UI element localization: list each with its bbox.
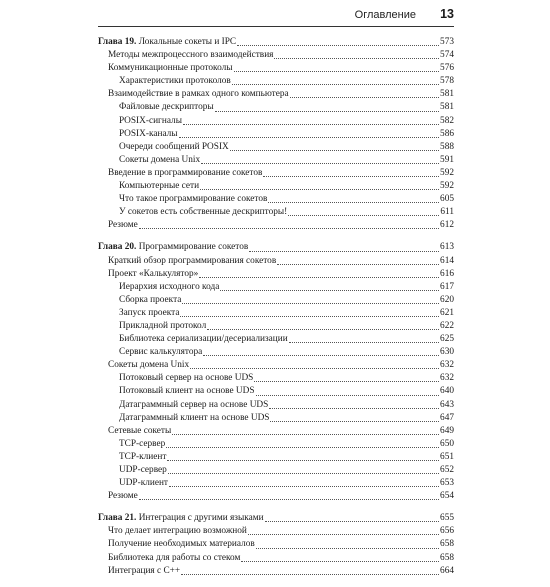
dot-leader <box>139 498 439 500</box>
dot-leader <box>234 70 440 72</box>
entry-page-number: 640 <box>440 386 454 397</box>
chapter-page-number: 613 <box>440 242 454 253</box>
dot-leader <box>201 162 439 164</box>
dot-leader <box>183 123 439 125</box>
toc-entry[interactable] <box>98 115 454 128</box>
entry-title: Сокеты домена Unix <box>108 360 190 371</box>
toc-entry[interactable] <box>98 128 454 141</box>
toc-entry[interactable] <box>98 525 454 538</box>
toc-entry[interactable] <box>98 307 454 320</box>
entry-title: Файловые дескрипторы <box>119 102 214 113</box>
entry-title: TCP-сервер <box>119 438 166 449</box>
entry-title: Проект «Калькулятор» <box>108 268 199 279</box>
entry-page-number: 621 <box>440 307 454 318</box>
entry-title: UDP-клиент <box>119 478 168 489</box>
dot-leader <box>269 407 439 409</box>
dot-leader <box>237 44 439 46</box>
toc-entry[interactable] <box>98 412 454 425</box>
chapter-block <box>98 36 454 232</box>
entry-page-number: 654 <box>440 491 454 502</box>
entry-page-number: 574 <box>440 50 454 61</box>
dot-leader <box>167 459 439 461</box>
dot-leader <box>139 227 439 229</box>
dot-leader <box>248 533 439 535</box>
dot-leader <box>169 485 439 487</box>
toc-entry[interactable] <box>98 62 454 75</box>
toc-entry[interactable] <box>98 565 454 578</box>
entry-title: POSIX-сигналы <box>119 115 182 126</box>
running-title: Оглавление <box>354 9 416 21</box>
entry-page-number: 625 <box>440 334 454 345</box>
entry-title: Введение в программирование сокетов <box>108 167 263 178</box>
dot-leader <box>230 149 439 151</box>
toc-entry[interactable] <box>98 167 454 180</box>
dot-leader <box>249 250 439 252</box>
entry-title: Резюме <box>108 220 138 231</box>
dot-leader <box>220 289 439 291</box>
entry-title: Библиотека для работы со стеком <box>108 552 241 563</box>
chapter-page-number: 655 <box>440 513 454 524</box>
table-of-contents <box>98 36 454 587</box>
entry-title: Потоковый сервер на основе UDS <box>119 373 254 384</box>
entry-title: Сокеты домена Unix <box>119 154 201 165</box>
entry-page-number: 605 <box>440 194 454 205</box>
toc-entry[interactable] <box>98 281 454 294</box>
entry-page-number: 658 <box>440 539 454 550</box>
entry-page-number: 650 <box>440 438 454 449</box>
entry-page-number: 611 <box>440 207 454 218</box>
entry-title: Очереди сообщений POSIX <box>119 141 229 152</box>
toc-entry[interactable] <box>98 193 454 206</box>
entry-title: Сборка проекта <box>119 294 182 305</box>
page-number: 13 <box>440 7 454 21</box>
dot-leader <box>179 136 440 138</box>
entry-title: У сокетов есть собственные дескрипторы! <box>119 207 288 218</box>
entry-title: Интеграция с C++ <box>108 565 181 576</box>
dot-leader <box>265 520 439 522</box>
chapter-label: Глава 19. <box>98 37 137 47</box>
dot-leader <box>263 175 439 177</box>
dot-leader <box>232 83 439 85</box>
entry-page-number: 588 <box>440 141 454 152</box>
toc-entry[interactable] <box>98 294 454 307</box>
entry-page-number: 649 <box>440 425 454 436</box>
entry-page-number: 581 <box>440 102 454 113</box>
toc-entry[interactable] <box>98 255 454 268</box>
entry-page-number: 632 <box>440 360 454 371</box>
entry-title: Что делает интеграцию возможной <box>108 526 247 537</box>
toc-entry-chapter[interactable] <box>98 241 454 254</box>
toc-entry[interactable] <box>98 372 454 385</box>
entry-page-number: 622 <box>440 320 454 331</box>
dot-leader <box>215 110 439 112</box>
entry-title: POSIX-каналы <box>119 128 178 139</box>
dot-leader <box>256 547 439 549</box>
entry-title: Датаграммный сервер на основе UDS <box>119 399 269 410</box>
entry-title: Иерархия исходного кода <box>119 281 220 292</box>
chapter-block <box>98 241 454 503</box>
entry-title: Получение необходимых материалов <box>108 539 255 550</box>
dot-leader <box>268 201 439 203</box>
toc-entry[interactable] <box>98 359 454 372</box>
entry-page-number: 591 <box>440 154 454 165</box>
toc-entry[interactable] <box>98 477 454 490</box>
entry-page-number: 614 <box>440 255 454 266</box>
entry-page-number: 653 <box>440 478 454 489</box>
entry-title: Потоковый клиент на основе UDS <box>119 386 255 397</box>
chapter-label: Глава 20. <box>98 242 137 253</box>
entry-title: Прикладной протокол <box>119 320 207 331</box>
dot-leader <box>256 394 440 396</box>
chapter-title: Локальные сокеты и IPC <box>138 37 237 47</box>
toc-entry-chapter[interactable] <box>98 36 454 49</box>
chapter-title: Интеграция с другими языками <box>138 513 264 524</box>
entry-page-number: 652 <box>440 465 454 475</box>
entry-title: Библиотека сериализации/десериализации <box>119 334 288 345</box>
toc-entry[interactable] <box>98 552 454 565</box>
dot-leader <box>166 446 439 448</box>
entry-page-number: 620 <box>440 294 454 305</box>
toc-entry-chapter[interactable] <box>98 512 454 525</box>
dot-leader <box>254 380 439 382</box>
toc-entry[interactable] <box>98 333 454 346</box>
entry-page-number: 612 <box>440 220 454 231</box>
entry-page-number: 651 <box>440 451 454 462</box>
toc-entry[interactable] <box>98 346 454 359</box>
toc-entry[interactable] <box>98 154 454 167</box>
dot-leader <box>241 560 439 562</box>
entry-page-number: 586 <box>440 128 454 139</box>
chapter-title: Программирование сокетов <box>138 242 249 253</box>
dot-leader <box>182 302 439 304</box>
entry-title: Запуск проекта <box>119 307 180 318</box>
toc-entry[interactable] <box>98 451 454 464</box>
toc-entry[interactable] <box>98 101 454 114</box>
entry-page-number: 617 <box>440 281 454 292</box>
toc-entry[interactable] <box>98 399 454 412</box>
entry-page-number: 581 <box>440 89 454 100</box>
chapter-title-line <box>98 512 264 525</box>
entry-title: Методы межпроцессного взаимодействия <box>108 50 274 61</box>
entry-page-number: 616 <box>440 268 454 279</box>
toc-entry[interactable] <box>98 75 454 88</box>
dot-leader <box>172 433 439 435</box>
toc-entry[interactable] <box>98 490 454 503</box>
toc-entry[interactable] <box>98 206 454 219</box>
entry-title: Характеристики протоколов <box>119 76 231 87</box>
toc-entry[interactable] <box>98 219 454 232</box>
dot-leader <box>168 472 439 474</box>
entry-title: Что такое программирование сокетов <box>119 194 268 205</box>
entry-page-number: 592 <box>440 167 454 178</box>
entry-title: Сервис калькулятора <box>119 347 203 358</box>
dot-leader <box>207 328 439 330</box>
entry-page-number: 656 <box>440 526 454 537</box>
entry-page-number: 658 <box>440 552 454 563</box>
chapter-page-number: 573 <box>440 37 454 47</box>
toc-entry[interactable] <box>98 268 454 281</box>
chapter-label: Глава 21. <box>98 513 137 524</box>
dot-leader <box>181 573 439 575</box>
entry-page-number: 664 <box>440 565 454 576</box>
chapter-title-line <box>98 241 248 254</box>
dot-leader <box>277 263 439 265</box>
page-header <box>98 0 454 27</box>
entry-title: Сетевые сокеты <box>108 425 172 436</box>
chapter-block <box>98 512 454 577</box>
toc-entry[interactable] <box>98 425 454 438</box>
dot-leader <box>199 276 439 278</box>
entry-title: Взаимодействие в рамках одного компьютера <box>108 89 289 100</box>
entry-page-number: 632 <box>440 373 454 384</box>
entry-page-number: 592 <box>440 181 454 192</box>
entry-page-number: 643 <box>440 399 454 410</box>
entry-title: Компьютерные сети <box>119 181 200 192</box>
dot-leader <box>274 57 439 59</box>
dot-leader <box>270 420 439 422</box>
toc-entry[interactable] <box>98 438 454 451</box>
dot-leader <box>200 188 439 190</box>
toc-entry[interactable] <box>98 180 454 193</box>
dot-leader <box>190 367 439 369</box>
entry-title: TCP-клиент <box>119 451 167 462</box>
toc-entry[interactable] <box>98 385 454 398</box>
dot-leader <box>288 214 439 216</box>
entry-page-number: 578 <box>440 76 454 87</box>
entry-title: UDP-сервер <box>119 465 167 475</box>
entry-page-number: 582 <box>440 115 454 126</box>
entry-page-number: 647 <box>440 412 454 423</box>
toc-entry[interactable] <box>98 88 454 101</box>
entry-title: Коммуникационные протоколы <box>108 63 233 74</box>
toc-entry[interactable] <box>98 320 454 333</box>
entry-title: Краткий обзор программирования сокетов <box>108 255 277 266</box>
entry-page-number: 630 <box>440 347 454 358</box>
dot-leader <box>289 341 439 343</box>
entry-page-number: 576 <box>440 63 454 74</box>
dot-leader <box>180 315 439 317</box>
chapter-title-line <box>98 36 236 49</box>
toc-entry[interactable] <box>98 141 454 154</box>
toc-entry[interactable] <box>98 464 454 477</box>
dot-leader <box>290 96 439 98</box>
toc-entry[interactable] <box>98 49 454 62</box>
entry-title: Датаграммный клиент на основе UDS <box>119 412 270 423</box>
entry-title: Резюме <box>108 491 138 502</box>
dot-leader <box>203 354 439 356</box>
